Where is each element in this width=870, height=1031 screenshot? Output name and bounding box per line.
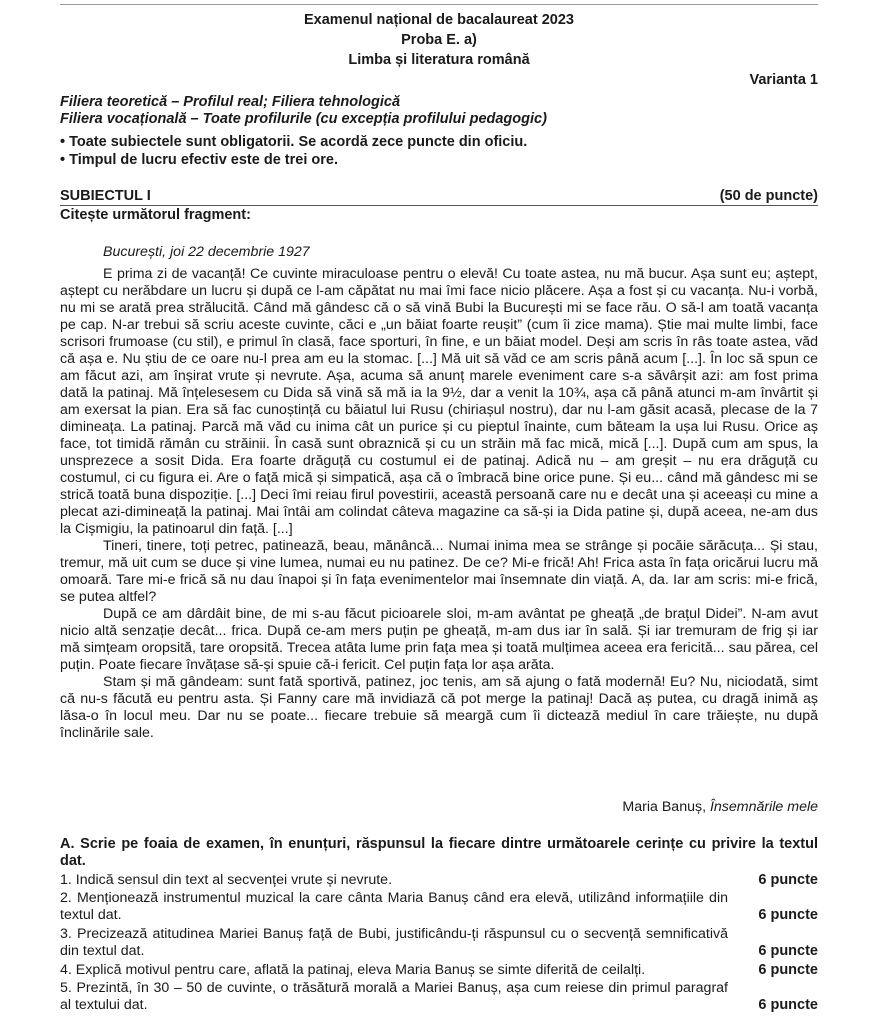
- requirement-item: [60, 926, 818, 960]
- requirement-points: 6 puncte: [758, 907, 818, 923]
- instruction-bullet-2: • Timpul de lucru efectiv este de trei ore.: [60, 152, 338, 168]
- filiera-line-1: Filiera teoretică – Profilul real; Filiera tehnologică: [60, 94, 401, 110]
- fragment-paragraph: Stam și mă gândeam: sunt fată sportivă, patinez, joc tenis, am să ajung o fată modernă! Eu? Nu, niciodată, simt că nu-s făcută eu pentru asta. Și Fanny care mă invidiază că pot merge la patinaj! Dacă aș putea, cu dragă inimă aș lăsa-o în locul meu. Dar nu se poate... fiecare trebuie să meargă cum îi dictează mediul în care trăiește, nu după înclinările sale.: [60, 674, 818, 741]
- source-title: Însemnările mele: [709, 799, 818, 815]
- author-name: Maria Banuș,: [622, 799, 707, 815]
- requirement-text: 4. Explică motivul pentru care, aflată la patinaj, eleva Maria Banuș se simte diferită de ceilalți.: [60, 962, 646, 978]
- section-points: (50 de puncte): [719, 188, 818, 204]
- requirement-text: 1. Indică sensul din text al secvenței vrute și nevrute.: [60, 872, 393, 888]
- requirement-points: 6 puncte: [758, 872, 818, 888]
- requirement-text: 2. Menționează instrumentul muzical la care cânta Maria Banuș când era elevă, utilizând informațiile din textul dat.: [60, 890, 728, 923]
- filiera-line-2: Filiera vocațională – Toate profilurile (cu excepția profilului pedagogic): [60, 111, 547, 127]
- requirement-points: 6 puncte: [758, 962, 818, 978]
- exam-title: Examenul național de bacalaureat 2023: [304, 12, 574, 28]
- section-header: [60, 188, 818, 206]
- exam-proba: Proba E. a): [401, 32, 477, 48]
- fragment-paragraph: După ce am dârdâit bine, de mi s-au făcut picioarele sloi, m-am avântat pe gheață „de brațul Didei”. N-am avut nicio altă senzație decât... frica. După ce-am mers puțin pe gheață, m-am dus iar în sală. Și iar tremuram de frig și iar mă simțeam oropsită, tare oropsită. Trecea atâta lume prin fața mea și toată mulțimea aceea era fericită... sau părea, cel puțin. Poate fiecare învățase să-și spuie că-i fericit. Cel puțin fața lor așa arăta.: [60, 606, 818, 673]
- exam-subject: Limba și literatura română: [348, 52, 530, 68]
- fragment-paragraph: Tineri, tinere, toți petrec, patinează, beau, mănâncă... Numai inima mea se strânge și pocăie sărăcuța... Și stau, tremur, mă uit cum se duce și vine lumea, numai eu nu patinez. De ce? Mi-e frică! Ah! Frica asta în fața oricărui lucru mă omoară. Tare mi-e frică să nu dau înapoi și în fața evenimentelor mai însemnate din viață. A, da. Iar am scris: mi-e frică, se putea altfel?: [60, 538, 818, 605]
- fragment-dateline: București, joi 22 decembrie 1927: [103, 244, 310, 260]
- requirement-item: [60, 962, 818, 979]
- instruction-bullet-1: • Toate subiectele sunt obligatorii. Se acordă zece puncte din oficiu.: [60, 134, 528, 150]
- section-label: SUBIECTUL I: [60, 188, 151, 204]
- varianta-label: Varianta 1: [749, 72, 818, 88]
- requirement-item: [60, 890, 818, 924]
- requirement-points: 6 puncte: [758, 997, 818, 1013]
- fragment-attribution: [622, 799, 818, 815]
- fragment-text: [60, 266, 818, 742]
- top-rule: [60, 4, 818, 5]
- fragment-paragraph: E prima zi de vacanță! Ce cuvinte miraculoase pentru o elevă! Cu toate astea, nu mă bucur. Așa sunt eu; aștept, aștept cu nerăbdare un lucru și după ce l-am căpătat nu mai îmi face nicio plăcere. Așa a fost și cu vacanța. Nu-i vorbă, nu mi se arată prea strălucită. Când mă gândesc că o să vină Bubi la București mi se face rău. O să-l am toată vacanța pe cap. N-ar trebui să scriu aceste cuvinte, căci e „un băiat foarte reușit” (cum îi zice mama). Știe mai multe limbi, face scrisori frumoase (cu stil), e primul în clasă, face sporturi, în fine, e un băiat model. Deși am scris în râs toate astea, văd că așa e. Nu știu de ce oare nu-l prea am eu la stomac. [...] Mă uit să văd ce am scris până acum [...]. În loc să spun ce am făcut azi, am înșirat vrute și nevrute. Așa, acuma să anunț marele eveniment care s-a săvârșit azi: am fost prima dată la patinaj. Mă înțelesesem cu Dida să vină să mă ia la 9½, dar a venit la 10¾, așa că până atunci m-am învârtit și am exersat la pian. Era să fac cunoștință cu băiatul lui Rusu (chiriașul nostru), dar nu l-am găsit acasă, plecase de la 7 dimineața. La patinaj. Parcă mă văd cu inima cât un purice și cu pieptul înainte, cum băteam la ușa lui Rusu. Orice aș face, tot timidă rămân cu străinii. În casă sunt obraznică și cu un străin mă fac mică, mică [...]. După cum am spus, la unsprezece a sosit Dida. Era foarte drăguță cu costumul ei de patinaj. Adică nu – am greșit – nu era drăguță cu costumul, ci cu figura ei. Are o față mică și simpatică, așa că o îmbracă bine orice pune. Și eu... când mă gândesc mi se strică toată buna dispoziție. [...] Deci îmi reiau firul povestirii, această persoană care nu e decât una și aceeași cu mine a plecat azi-dimineață la patinaj. Mai întâi am colindat câteva magazine ca să-și ia Dida patine și, după aceea, ne-am dus la Cișmigiu, la patinoarul din față. [...]: [60, 266, 818, 537]
- section-instruction: Citește următorul fragment:: [60, 207, 251, 223]
- requirement-item: [60, 980, 818, 1014]
- requirements-intro: A. Scrie pe foaia de examen, în enunțuri, răspunsul la fiecare dintre următoarele cerințe cu privire la textul dat.: [60, 836, 818, 869]
- requirement-item: [60, 872, 818, 889]
- requirement-text: 3. Precizează atitudinea Mariei Banuș față de Bubi, justificându-ți răspunsul cu o secvență semnificativă din textul dat.: [60, 926, 728, 959]
- requirement-text: 5. Prezintă, în 30 – 50 de cuvinte, o trăsătură morală a Mariei Banuș, așa cum reiese din primul paragraf al textului dat.: [60, 980, 728, 1013]
- requirement-points: 6 puncte: [758, 943, 818, 959]
